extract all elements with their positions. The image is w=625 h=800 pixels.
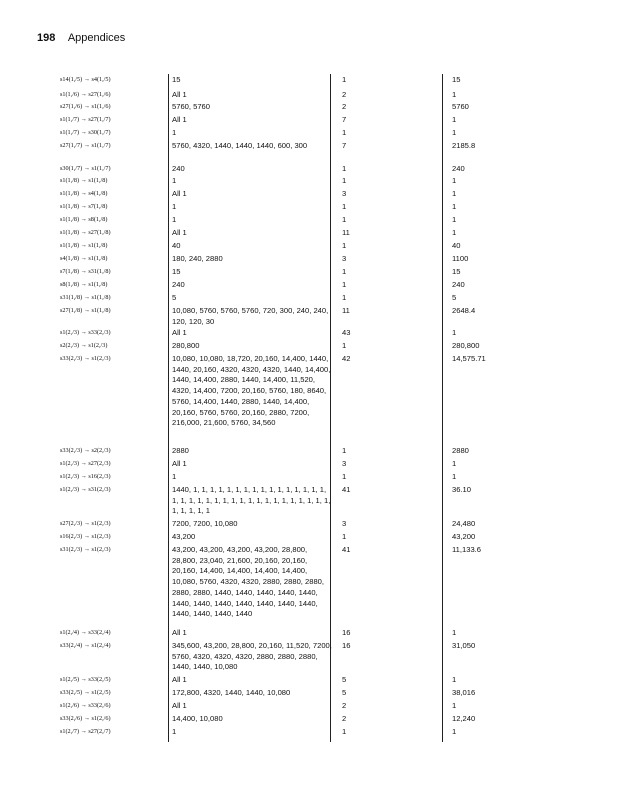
values-cell: 345,600, 43,200, 28,800, 20,160, 11,520, 7200, 5760, 4320, 4320, 4320, 2880, 2880, 2880, 1440, 1440, 10,080: [172, 641, 332, 672]
count-cell: 2: [342, 102, 347, 111]
count-cell: 3: [342, 459, 347, 468]
mean-cell: 40: [452, 241, 461, 250]
values-cell: 1: [172, 128, 177, 137]
mean-cell: 1: [452, 115, 457, 124]
values-cell: 43,200, 43,200, 43,200, 43,200, 28,800, 28,800, 23,040, 21,600, 20,160, 20,160, 20,160, 14,400, 14,400, 14,400, 14,400, 10,080, 5760, 4320, 4320, 2880, 2880, 2880, 2880, 2880, 1440, 1440, 1440, 1440, 1440, 1440, 1440, 1440, 1440, 1440, 1440, 1440, 1440, 1440, 1440, 1440: [172, 545, 325, 619]
values-cell: 7200, 7200, 10,080: [172, 519, 238, 528]
table-row: [60, 102, 570, 113]
transition-label: s4(1,/8) → s1(1,/8): [60, 255, 108, 262]
count-cell: 3: [342, 189, 347, 198]
table-row: [60, 628, 570, 639]
mean-cell: 1: [452, 459, 457, 468]
count-cell: 1: [342, 75, 347, 84]
table-row: [60, 545, 570, 620]
mean-cell: 240: [452, 164, 465, 173]
transition-label: s1(2,/3) → s16(2,/3): [60, 473, 111, 480]
transition-label: s1(1,/7) → s27(1,/7): [60, 116, 111, 123]
transition-label: s1(2,/3) → s27(2,/3): [60, 460, 111, 467]
mean-cell: 1: [452, 228, 457, 237]
table-row: [60, 115, 570, 126]
values-cell: All 1: [172, 459, 187, 468]
transition-label: s1(2,/5) → s33(2,/5): [60, 676, 111, 683]
mean-cell: 280,800: [452, 341, 480, 350]
transition-label: s1(1,/8) → s7(1,/8): [60, 203, 108, 210]
mean-cell: 1100: [452, 254, 469, 263]
mean-cell: 1: [452, 328, 457, 337]
values-cell: 1: [172, 202, 177, 211]
table-row: [60, 714, 570, 725]
transition-label: s30(1,/7) → s1(1,/7): [60, 165, 111, 172]
count-cell: 41: [342, 485, 351, 494]
mean-cell: 11,133.6: [452, 545, 481, 554]
transition-label: s8(1,/8) → s1(1,/8): [60, 281, 108, 288]
table-row: [60, 176, 570, 187]
table-row: [60, 485, 570, 517]
count-cell: 7: [342, 141, 347, 150]
count-cell: 11: [342, 306, 350, 315]
values-cell: All 1: [172, 115, 187, 124]
values-cell: 15: [172, 75, 181, 84]
transition-label: s14(1,/5) → s4(1,/5): [60, 76, 111, 83]
count-cell: 3: [342, 519, 347, 528]
table-row: [60, 459, 570, 470]
mean-cell: 1: [452, 90, 457, 99]
table-row: [60, 241, 570, 252]
table-row: [60, 472, 570, 483]
count-cell: 5: [342, 688, 347, 697]
mean-cell: 1: [452, 128, 457, 137]
values-cell: 40: [172, 241, 181, 250]
table-row: [60, 328, 570, 339]
mean-cell: 31,050: [452, 641, 476, 650]
transition-label: s1(2,/3) → s33(2,/3): [60, 329, 111, 336]
table-row: [60, 727, 570, 738]
mean-cell: 5: [452, 293, 457, 302]
count-cell: 5: [342, 675, 347, 684]
transition-label: s1(2,/4) → s33(2,/4): [60, 629, 111, 636]
values-cell: 10,080, 5760, 5760, 5760, 720, 300, 240, 240, 120, 120, 30: [172, 306, 329, 326]
table-row: [60, 254, 570, 265]
values-cell: 10,080, 10,080, 18,720, 20,160, 14,400, 1440, 1440, 20,160, 4320, 4320, 4320, 1440, 14,400, 1440, 14,400, 2880, 1440, 14,400, 11,520, 4320, 14,400, 7200, 20,160, 5760, 180, 8640, 5760, 14,400, 1440, 2880, 1440, 14,400, 20,160, 5760, 5760, 20,160, 2880, 7200, 216,000, 21,600, 5760, 34,560: [172, 354, 331, 428]
table-row: [60, 519, 570, 530]
transition-label: s16(2,/3) → s1(2,/3): [60, 533, 111, 540]
values-cell: 43,200: [172, 532, 196, 541]
mean-cell: 24,480: [452, 519, 476, 528]
table-row: [60, 306, 570, 327]
count-cell: 42: [342, 354, 351, 363]
mean-cell: 1: [452, 675, 457, 684]
transition-label: s33(2,/6) → s1(2,/6): [60, 715, 111, 722]
values-cell: 1: [172, 215, 177, 224]
transition-label: s1(1,/6) → s27(1,/6): [60, 91, 111, 98]
transition-label: s1(1,/8) → s1(1,/8): [60, 242, 108, 249]
transition-label: s33(2,/3) → s2(2,/3): [60, 447, 111, 454]
count-cell: 1: [342, 176, 347, 185]
transition-label: s1(1,/8) → s1(1,/8): [60, 177, 108, 184]
transition-label: s1(1,/7) → s30(1,/7): [60, 129, 111, 136]
table-row: [60, 341, 570, 352]
values-cell: All 1: [172, 189, 187, 198]
values-cell: All 1: [172, 701, 187, 710]
count-cell: 1: [342, 128, 347, 137]
mean-cell: 1: [452, 727, 457, 736]
mean-cell: 15: [452, 75, 461, 84]
table-row: [60, 141, 570, 162]
values-cell: 1: [172, 472, 177, 481]
values-cell: 15: [172, 267, 181, 276]
table-row: [60, 128, 570, 139]
count-cell: 11: [342, 228, 350, 237]
table-row: [60, 267, 570, 278]
table-row: [60, 228, 570, 239]
values-cell: All 1: [172, 90, 187, 99]
values-cell: 240: [172, 280, 185, 289]
count-cell: 1: [342, 267, 347, 276]
transition-label: s1(1,/8) → s4(1,/8): [60, 190, 108, 197]
transition-label: s27(1,/8) → s1(1,/8): [60, 307, 111, 314]
count-cell: 2: [342, 714, 347, 723]
values-cell: 14,400, 10,080: [172, 714, 223, 723]
table-row: [60, 202, 570, 213]
table-row: [60, 446, 570, 457]
values-cell: 280,800: [172, 341, 200, 350]
table-row: [60, 641, 570, 673]
mean-cell: 14,575.71: [452, 354, 486, 363]
values-cell: 1440, 1, 1, 1, 1, 1, 1, 1, 1, 1, 1, 1, 1, 1, 1, 1, 1, 1, 1, 1, 1, 1, 1, 1, 1, 1, 1, 1, 1, 1, 1, 1, 1, 1, 1, 1, 1, 1, 1, 1, 1: [172, 485, 331, 516]
table-row: [60, 75, 570, 86]
mean-cell: 36.10: [452, 485, 472, 494]
mean-cell: 15: [452, 267, 461, 276]
table-row: [60, 215, 570, 226]
table-row: [60, 688, 570, 699]
table-row: [60, 701, 570, 712]
count-cell: 1: [342, 215, 347, 224]
mean-cell: 1: [452, 189, 457, 198]
count-cell: 16: [342, 641, 351, 650]
mean-cell: 5760: [452, 102, 469, 111]
count-cell: 2: [342, 90, 347, 99]
values-cell: 5760, 5760: [172, 102, 211, 111]
transition-label: s27(1,/6) → s1(1,/6): [60, 103, 111, 110]
values-cell: 1: [172, 176, 177, 185]
values-cell: All 1: [172, 628, 187, 637]
count-cell: 1: [342, 727, 347, 736]
count-cell: 1: [342, 341, 347, 350]
transition-label: s1(2,/7) → s27(2,/7): [60, 728, 111, 735]
values-cell: 180, 240, 2880: [172, 254, 223, 263]
mean-cell: 2648.4: [452, 306, 476, 315]
transition-label: s27(1,/7) → s1(1,/7): [60, 142, 111, 149]
mean-cell: 1: [452, 215, 457, 224]
table-row: [60, 675, 570, 686]
values-cell: 1: [172, 727, 177, 736]
transition-label: s1(2,/6) → s33(2,/6): [60, 702, 111, 709]
count-cell: 2: [342, 701, 347, 710]
mean-cell: 1: [452, 202, 457, 211]
transition-label: s1(1,/8) → s8(1,/8): [60, 216, 108, 223]
transition-label: s7(1,/8) → s31(1,/8): [60, 268, 111, 275]
count-cell: 1: [342, 202, 347, 211]
values-cell: All 1: [172, 328, 187, 337]
values-cell: 172,800, 4320, 1440, 1440, 10,080: [172, 688, 291, 697]
mean-cell: 38,016: [452, 688, 476, 697]
transition-label: s31(2,/3) → s1(2,/3): [60, 546, 111, 553]
values-cell: 240: [172, 164, 185, 173]
section-title: Appendices: [67, 32, 126, 44]
page-number: 198: [37, 32, 56, 44]
table-row: [60, 90, 570, 101]
table-row: [60, 280, 570, 291]
transition-label: s33(2,/5) → s1(2,/5): [60, 689, 111, 696]
count-cell: 1: [342, 280, 347, 289]
transition-label: s31(1,/8) → s1(1,/8): [60, 294, 111, 301]
transition-label: s33(2,/4) → s1(2,/4): [60, 642, 111, 649]
mean-cell: 12,240: [452, 714, 476, 723]
count-cell: 1: [342, 241, 347, 250]
mean-cell: 1: [452, 628, 457, 637]
mean-cell: 43,200: [452, 532, 476, 541]
count-cell: 7: [342, 115, 347, 124]
count-cell: 16: [342, 628, 351, 637]
count-cell: 1: [342, 293, 347, 302]
count-cell: 43: [342, 328, 351, 337]
table-row: [60, 293, 570, 304]
table-row: [60, 354, 570, 440]
values-cell: 2880: [172, 446, 189, 455]
count-cell: 1: [342, 446, 347, 455]
mean-cell: 1: [452, 472, 457, 481]
mean-cell: 1: [452, 176, 457, 185]
table-row: [60, 189, 570, 200]
values-cell: All 1: [172, 675, 187, 684]
table-row: [60, 532, 570, 543]
values-cell: 5: [172, 293, 177, 302]
transition-label: s27(2,/3) → s1(2,/3): [60, 520, 111, 527]
transition-label: s2(2,/3) → s1(2,/3): [60, 342, 108, 349]
count-cell: 1: [342, 164, 347, 173]
count-cell: 3: [342, 254, 347, 263]
table-row: [60, 164, 570, 175]
count-cell: 1: [342, 532, 347, 541]
transition-label: s1(2,/3) → s31(2,/3): [60, 486, 111, 493]
mean-cell: 2185.8: [452, 141, 476, 150]
count-cell: 41: [342, 545, 351, 554]
page-header: [37, 32, 125, 44]
values-cell: 5760, 4320, 1440, 1440, 1440, 600, 300: [172, 141, 308, 150]
values-cell: All 1: [172, 228, 187, 237]
transition-label: s1(1,/8) → s27(1,/8): [60, 229, 111, 236]
mean-cell: 240: [452, 280, 465, 289]
transition-label: s33(2,/3) → s1(2,/3): [60, 355, 111, 362]
mean-cell: 1: [452, 701, 457, 710]
mean-cell: 2880: [452, 446, 469, 455]
count-cell: 1: [342, 472, 347, 481]
